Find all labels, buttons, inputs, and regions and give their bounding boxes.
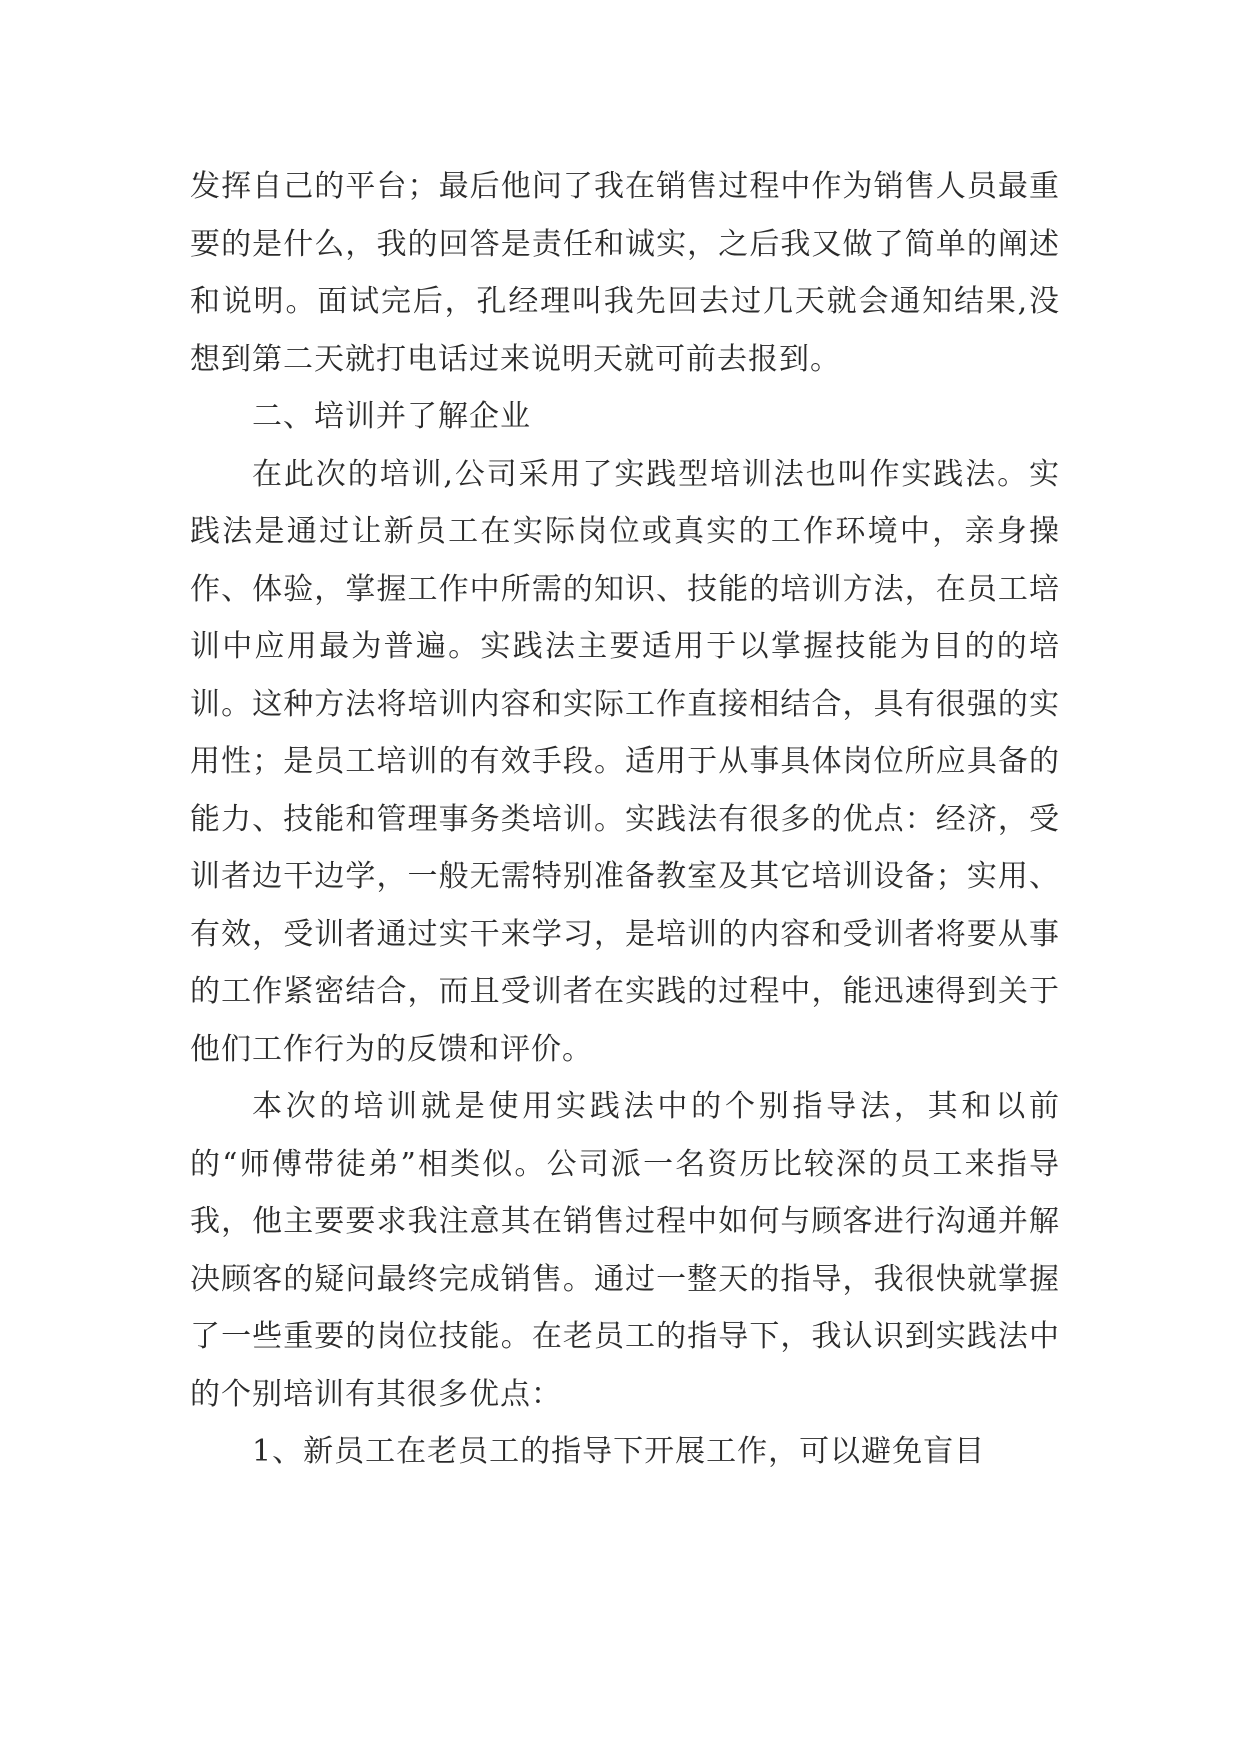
document-body xyxy=(190,158,1060,1481)
paragraph-practice-method: 在此次的培训,公司采用了实践型培训法也叫作实践法。实践法是通过让新员工在实际岗位或真实的工作环境中，亲身操作、体验，掌握工作中所需的知识、技能的培训方法，在员工培训中应用最为普遍。实践法主要适用于以掌握技能为目的的培训。这种方法将培训内容和实际工作直接相结合，具有很强的实用性；是员工培训的有效手段。适用于从事具体岗位所应具备的能力、技能和管理事务类培训。实践法有很多的优点：经济，受训者边干边学，一般无需特别准备教室及其它培训设备；实用、有效，受训者通过实干来学习，是培训的内容和受训者将要从事的工作紧密结合，而且受训者在实践的过程中，能迅速得到关于他们工作行为的反馈和评价。 xyxy=(190,456,1060,1067)
list-item-advantage-1: 1、新员工在老员工的指导下开展工作，可以避免盲目 xyxy=(252,1434,986,1469)
section-heading-training: 二、培训并了解企业 xyxy=(252,399,531,434)
paragraph-individual-guidance: 本次的培训就是使用实践法中的个别指导法，其和以前的“师傅带徒弟”相类似。公司派一名资历比较深的员工来指导我，他主要要求我注意其在销售过程中如何与顾客进行沟通并解决顾客的疑问最终完成销售。通过一整天的指导，我很快就掌握了一些重要的岗位技能。在老员工的指导下，我认识到实践法中的个别培训有其很多优点： xyxy=(190,1089,1060,1412)
paragraph-interview-result: 发挥自己的平台；最后他问了我在销售过程中作为销售人员最重要的是什么，我的回答是责任和诚实，之后我又做了简单的阐述和说明。面试完后，孔经理叫我先回去过几天就会通知结果,没想到第二天就打电话过来说明天就可前去报到。 xyxy=(190,169,1060,377)
